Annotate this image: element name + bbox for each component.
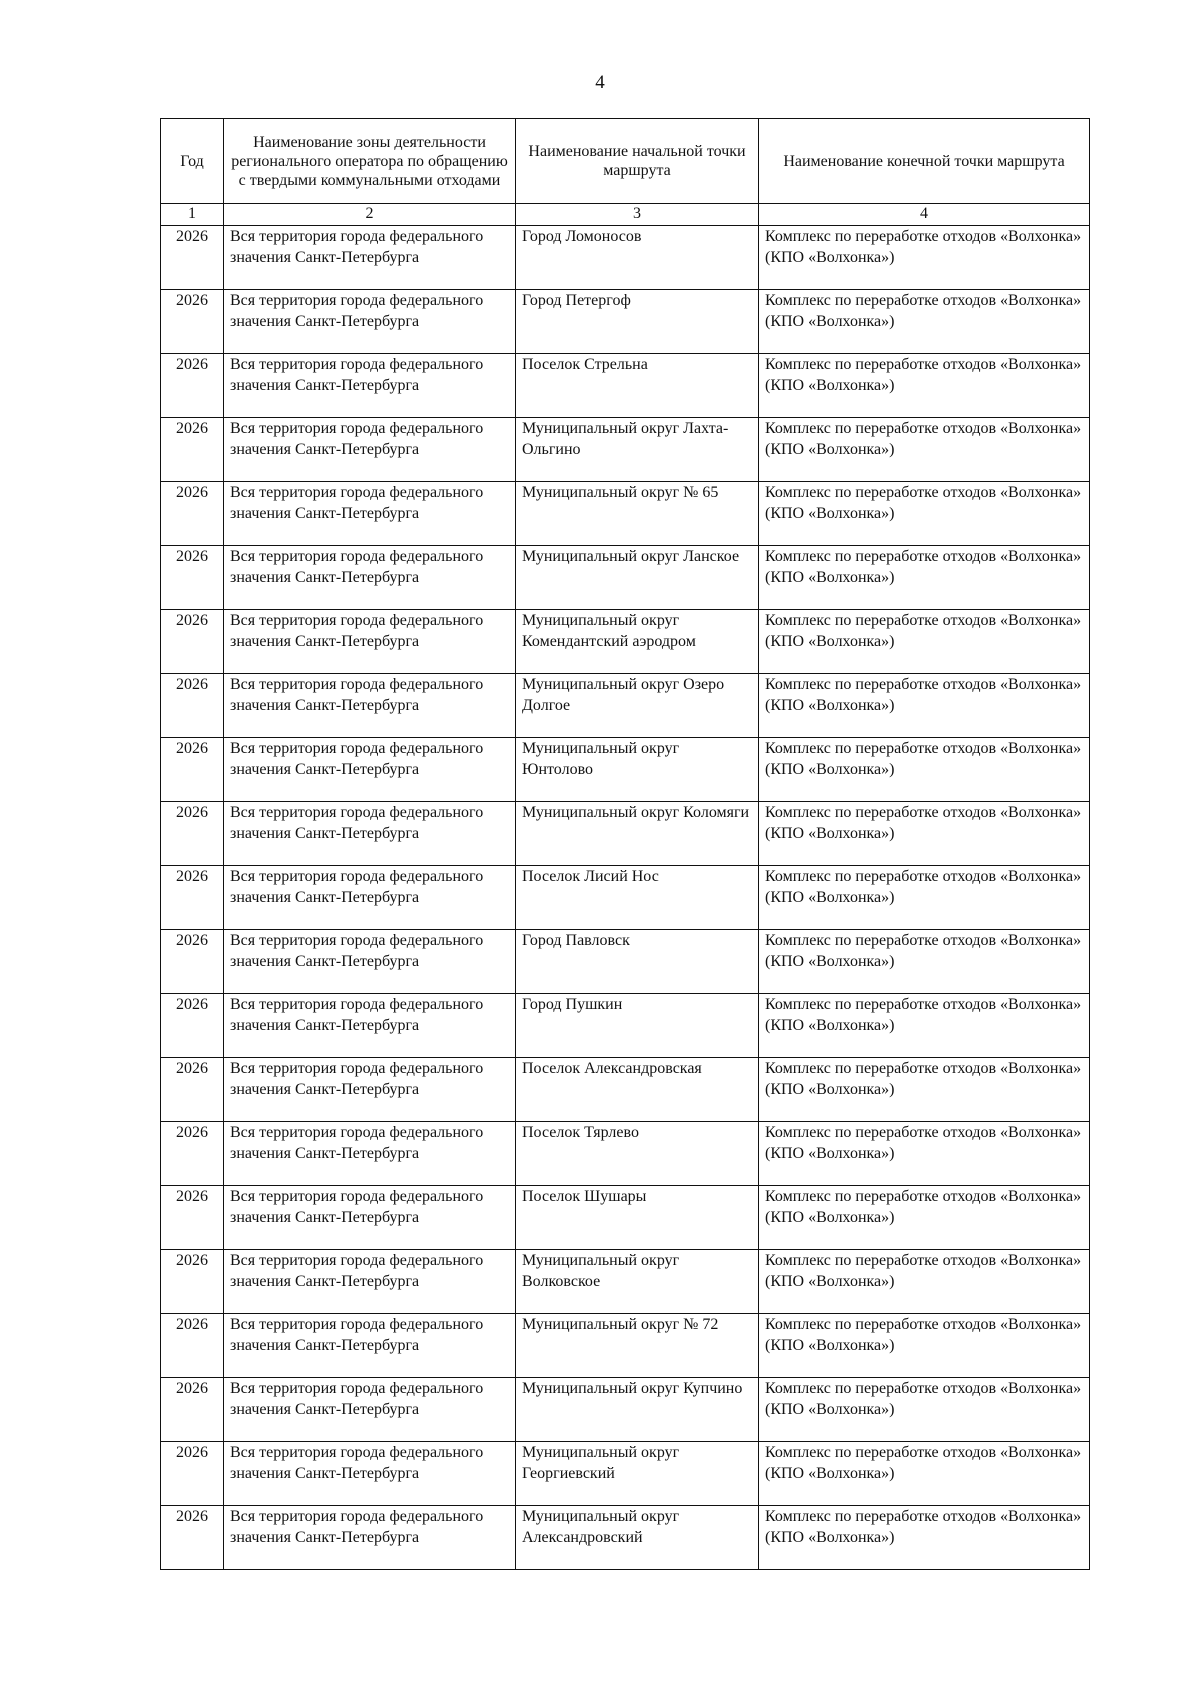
year-cell: 2026 bbox=[161, 1186, 224, 1250]
end-point-cell: Комплекс по переработке отходов «Волхонка» (КПО «Волхонка») bbox=[759, 1122, 1090, 1186]
zone-cell: Вся территория города федерального значения Санкт-Петербурга bbox=[224, 1058, 516, 1122]
header-year: Год bbox=[161, 119, 224, 204]
table-row bbox=[161, 354, 1090, 418]
start-point-cell: Муниципальный округ Лахта-Ольгино bbox=[516, 418, 759, 482]
zone-cell: Вся территория города федерального значения Санкт-Петербурга bbox=[224, 354, 516, 418]
zone-cell: Вся территория города федерального значения Санкт-Петербурга bbox=[224, 930, 516, 994]
routes-table bbox=[160, 118, 1090, 1570]
zone-cell: Вся территория города федерального значения Санкт-Петербурга bbox=[224, 802, 516, 866]
table-row bbox=[161, 1314, 1090, 1378]
start-point-cell: Муниципальный округ Александровский bbox=[516, 1506, 759, 1570]
zone-cell: Вся территория города федерального значения Санкт-Петербурга bbox=[224, 738, 516, 802]
start-point-cell: Город Петергоф bbox=[516, 290, 759, 354]
end-point-cell: Комплекс по переработке отходов «Волхонка» (КПО «Волхонка») bbox=[759, 738, 1090, 802]
end-point-cell: Комплекс по переработке отходов «Волхонка» (КПО «Волхонка») bbox=[759, 226, 1090, 290]
year-cell: 2026 bbox=[161, 1314, 224, 1378]
end-point-cell: Комплекс по переработке отходов «Волхонка» (КПО «Волхонка») bbox=[759, 674, 1090, 738]
start-point-cell: Муниципальный округ № 65 bbox=[516, 482, 759, 546]
table-row bbox=[161, 1378, 1090, 1442]
end-point-cell: Комплекс по переработке отходов «Волхонка» (КПО «Волхонка») bbox=[759, 1250, 1090, 1314]
start-point-cell: Поселок Стрельна bbox=[516, 354, 759, 418]
zone-cell: Вся территория города федерального значения Санкт-Петербурга bbox=[224, 482, 516, 546]
table-row bbox=[161, 802, 1090, 866]
table-header-row bbox=[161, 119, 1090, 204]
table-row bbox=[161, 546, 1090, 610]
end-point-cell: Комплекс по переработке отходов «Волхонка» (КПО «Волхонка») bbox=[759, 994, 1090, 1058]
start-point-cell: Муниципальный округ Коломяги bbox=[516, 802, 759, 866]
table-row bbox=[161, 866, 1090, 930]
end-point-cell: Комплекс по переработке отходов «Волхонка» (КПО «Волхонка») bbox=[759, 418, 1090, 482]
year-cell: 2026 bbox=[161, 482, 224, 546]
start-point-cell: Муниципальный округ Озеро Долгое bbox=[516, 674, 759, 738]
header-start-point: Наименование начальной точки маршрута bbox=[516, 119, 759, 204]
column-number: 2 bbox=[224, 204, 516, 226]
end-point-cell: Комплекс по переработке отходов «Волхонка» (КПО «Волхонка») bbox=[759, 930, 1090, 994]
year-cell: 2026 bbox=[161, 290, 224, 354]
start-point-cell: Муниципальный округ Волковское bbox=[516, 1250, 759, 1314]
year-cell: 2026 bbox=[161, 1250, 224, 1314]
table-row bbox=[161, 1442, 1090, 1506]
end-point-cell: Комплекс по переработке отходов «Волхонка» (КПО «Волхонка») bbox=[759, 1442, 1090, 1506]
end-point-cell: Комплекс по переработке отходов «Волхонка» (КПО «Волхонка») bbox=[759, 1378, 1090, 1442]
start-point-cell: Поселок Тярлево bbox=[516, 1122, 759, 1186]
year-cell: 2026 bbox=[161, 1378, 224, 1442]
end-point-cell: Комплекс по переработке отходов «Волхонка» (КПО «Волхонка») bbox=[759, 1506, 1090, 1570]
table-row bbox=[161, 290, 1090, 354]
end-point-cell: Комплекс по переработке отходов «Волхонка» (КПО «Волхонка») bbox=[759, 482, 1090, 546]
zone-cell: Вся территория города федерального значения Санкт-Петербурга bbox=[224, 1250, 516, 1314]
table-row bbox=[161, 482, 1090, 546]
start-point-cell: Поселок Шушары bbox=[516, 1186, 759, 1250]
table-row bbox=[161, 1122, 1090, 1186]
end-point-cell: Комплекс по переработке отходов «Волхонка» (КПО «Волхонка») bbox=[759, 610, 1090, 674]
table-row bbox=[161, 610, 1090, 674]
table-row bbox=[161, 418, 1090, 482]
end-point-cell: Комплекс по переработке отходов «Волхонка» (КПО «Волхонка») bbox=[759, 546, 1090, 610]
zone-cell: Вся территория города федерального значения Санкт-Петербурга bbox=[224, 546, 516, 610]
zone-cell: Вся территория города федерального значения Санкт-Петербурга bbox=[224, 1314, 516, 1378]
year-cell: 2026 bbox=[161, 226, 224, 290]
zone-cell: Вся территория города федерального значения Санкт-Петербурга bbox=[224, 1442, 516, 1506]
zone-cell: Вся территория города федерального значения Санкт-Петербурга bbox=[224, 1378, 516, 1442]
start-point-cell: Поселок Лисий Нос bbox=[516, 866, 759, 930]
year-cell: 2026 bbox=[161, 802, 224, 866]
column-number: 4 bbox=[759, 204, 1090, 226]
end-point-cell: Комплекс по переработке отходов «Волхонка» (КПО «Волхонка») bbox=[759, 290, 1090, 354]
year-cell: 2026 bbox=[161, 994, 224, 1058]
end-point-cell: Комплекс по переработке отходов «Волхонка» (КПО «Волхонка») bbox=[759, 866, 1090, 930]
zone-cell: Вся территория города федерального значения Санкт-Петербурга bbox=[224, 866, 516, 930]
table-row bbox=[161, 226, 1090, 290]
year-cell: 2026 bbox=[161, 674, 224, 738]
zone-cell: Вся территория города федерального значения Санкт-Петербурга bbox=[224, 610, 516, 674]
year-cell: 2026 bbox=[161, 738, 224, 802]
end-point-cell: Комплекс по переработке отходов «Волхонка» (КПО «Волхонка») bbox=[759, 1186, 1090, 1250]
page-number: 4 bbox=[595, 72, 605, 93]
year-cell: 2026 bbox=[161, 354, 224, 418]
column-number: 1 bbox=[161, 204, 224, 226]
end-point-cell: Комплекс по переработке отходов «Волхонка» (КПО «Волхонка») bbox=[759, 802, 1090, 866]
table-row bbox=[161, 930, 1090, 994]
start-point-cell: Муниципальный округ Комендантский аэродром bbox=[516, 610, 759, 674]
year-cell: 2026 bbox=[161, 1122, 224, 1186]
start-point-cell: Муниципальный округ Юнтолово bbox=[516, 738, 759, 802]
year-cell: 2026 bbox=[161, 1442, 224, 1506]
start-point-cell: Город Пушкин bbox=[516, 994, 759, 1058]
zone-cell: Вся территория города федерального значения Санкт-Петербурга bbox=[224, 1506, 516, 1570]
end-point-cell: Комплекс по переработке отходов «Волхонка» (КПО «Волхонка») bbox=[759, 1058, 1090, 1122]
zone-cell: Вся территория города федерального значения Санкт-Петербурга bbox=[224, 226, 516, 290]
zone-cell: Вся территория города федерального значения Санкт-Петербурга bbox=[224, 1122, 516, 1186]
year-cell: 2026 bbox=[161, 866, 224, 930]
column-number-row bbox=[161, 204, 1090, 226]
year-cell: 2026 bbox=[161, 546, 224, 610]
year-cell: 2026 bbox=[161, 610, 224, 674]
zone-cell: Вся территория города федерального значения Санкт-Петербурга bbox=[224, 674, 516, 738]
start-point-cell: Муниципальный округ Георгиевский bbox=[516, 1442, 759, 1506]
table-row bbox=[161, 1186, 1090, 1250]
table-row bbox=[161, 738, 1090, 802]
start-point-cell: Муниципальный округ Ланское bbox=[516, 546, 759, 610]
table-row bbox=[161, 1506, 1090, 1570]
header-end-point: Наименование конечной точки маршрута bbox=[759, 119, 1090, 204]
zone-cell: Вся территория города федерального значения Санкт-Петербурга bbox=[224, 994, 516, 1058]
end-point-cell: Комплекс по переработке отходов «Волхонка» (КПО «Волхонка») bbox=[759, 354, 1090, 418]
table-row bbox=[161, 674, 1090, 738]
zone-cell: Вся территория города федерального значения Санкт-Петербурга bbox=[224, 1186, 516, 1250]
table-row bbox=[161, 1058, 1090, 1122]
column-number: 3 bbox=[516, 204, 759, 226]
table-row bbox=[161, 1250, 1090, 1314]
table-body bbox=[161, 226, 1090, 1570]
zone-cell: Вся территория города федерального значения Санкт-Петербурга bbox=[224, 418, 516, 482]
year-cell: 2026 bbox=[161, 418, 224, 482]
start-point-cell: Муниципальный округ № 72 bbox=[516, 1314, 759, 1378]
end-point-cell: Комплекс по переработке отходов «Волхонка» (КПО «Волхонка») bbox=[759, 1314, 1090, 1378]
header-zone: Наименование зоны деятельности регионального оператора по обращению с твердыми коммунальными отходами bbox=[224, 119, 516, 204]
start-point-cell: Муниципальный округ Купчино bbox=[516, 1378, 759, 1442]
year-cell: 2026 bbox=[161, 930, 224, 994]
year-cell: 2026 bbox=[161, 1506, 224, 1570]
start-point-cell: Город Павловск bbox=[516, 930, 759, 994]
year-cell: 2026 bbox=[161, 1058, 224, 1122]
table-row bbox=[161, 994, 1090, 1058]
zone-cell: Вся территория города федерального значения Санкт-Петербурга bbox=[224, 290, 516, 354]
start-point-cell: Поселок Александровская bbox=[516, 1058, 759, 1122]
start-point-cell: Город Ломоносов bbox=[516, 226, 759, 290]
